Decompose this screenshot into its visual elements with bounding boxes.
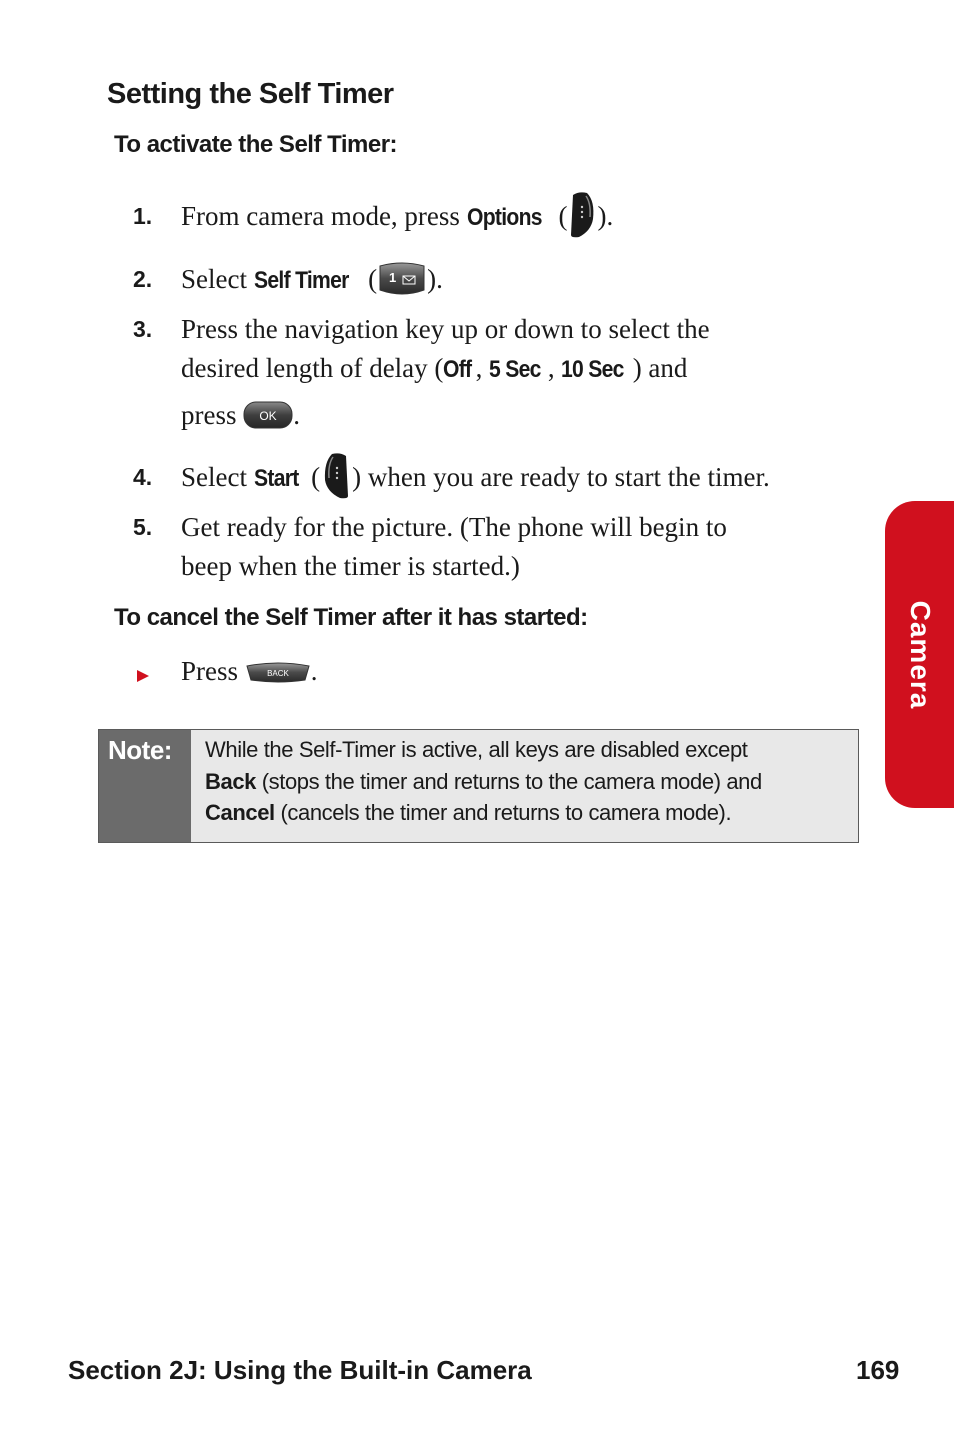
step-number: 1. (133, 203, 153, 229)
step-text: Select (181, 264, 254, 294)
triangle-bullet-icon (136, 669, 150, 683)
note-text-part: (stops the timer and returns to the camera mode) and (256, 768, 762, 794)
options-key-label: Options (466, 204, 542, 231)
self-timer-key-label: Self Timer (253, 267, 349, 294)
start-key-label: Start (253, 465, 299, 492)
step-2-text: Select Self Timer ( 1 ). (181, 260, 443, 300)
key-one-envelope-icon (377, 260, 427, 298)
step-number: 3. (133, 316, 153, 342)
step-text-end: . (310, 656, 318, 686)
step-number: 2. (133, 266, 153, 292)
step-5-line-2: beep when the timer is started.) (181, 551, 520, 581)
note-back-key: Back (205, 768, 256, 794)
section-side-tab (885, 501, 954, 808)
step-text: From camera mode, press (181, 201, 467, 231)
left-softkey-icon (320, 452, 352, 500)
step-text: Press (181, 656, 239, 686)
cancel-subheading: To cancel the Self Timer after it has started: (114, 604, 588, 631)
side-tab-label: Camera (904, 600, 936, 709)
note-label: Note: (108, 735, 172, 765)
section-heading: Setting the Self Timer (107, 78, 394, 110)
step-text-end: ). (597, 201, 614, 231)
ok-key-label: OK (259, 408, 277, 423)
key-one-label: 1 (389, 269, 397, 285)
step-text-end: ) and (632, 353, 688, 383)
cancel-step-text (181, 652, 318, 691)
note-cancel-key: Cancel (205, 800, 275, 825)
off-option-label: Off (443, 356, 472, 383)
note-box (98, 729, 859, 843)
step-text: Select (181, 462, 254, 492)
10-sec-option-label: 10 Sec (561, 356, 625, 383)
ok-key-icon (243, 400, 293, 430)
step-text-end: ) when you are ready to start the timer. (352, 462, 770, 492)
step-text: desired length of delay ( (181, 353, 444, 383)
footer-section-title: Section 2J: Using the Built-in Camera (68, 1355, 532, 1385)
step-number: 5. (133, 514, 153, 540)
right-softkey-icon (567, 191, 597, 239)
step-text: press (181, 400, 237, 430)
step-number: 4. (133, 464, 153, 490)
activate-subheading: To activate the Self Timer: (114, 131, 398, 158)
step-3-line-3 (181, 396, 300, 435)
5-sec-option-label: 5 Sec (489, 356, 541, 383)
note-text (205, 734, 845, 829)
step-5-line-1: Get ready for the picture. (The phone will begin to (181, 512, 727, 542)
step-3-line-2: desired length of delay (Off , 5 Sec , 10 Sec ) and (181, 349, 687, 389)
back-key-label: BACK (266, 668, 289, 678)
step-3-line-1: Press the navigation key up or down to select the (181, 314, 710, 344)
step-1-text: From camera mode, press Options ( ). (181, 197, 613, 239)
step-text-end: . (293, 400, 300, 430)
step-text-end: ). (427, 264, 443, 294)
back-key-icon (245, 658, 311, 684)
step-4-text: Select Start ( ) when you are ready to start the timer. (181, 458, 770, 500)
note-text-part: While the Self-Timer is active, all keys are disabled except (205, 737, 748, 762)
note-label-panel (99, 730, 191, 842)
footer-page-number: 169 (856, 1355, 900, 1385)
note-text-part: (cancels the timer and returns to camera mode). (274, 800, 732, 825)
